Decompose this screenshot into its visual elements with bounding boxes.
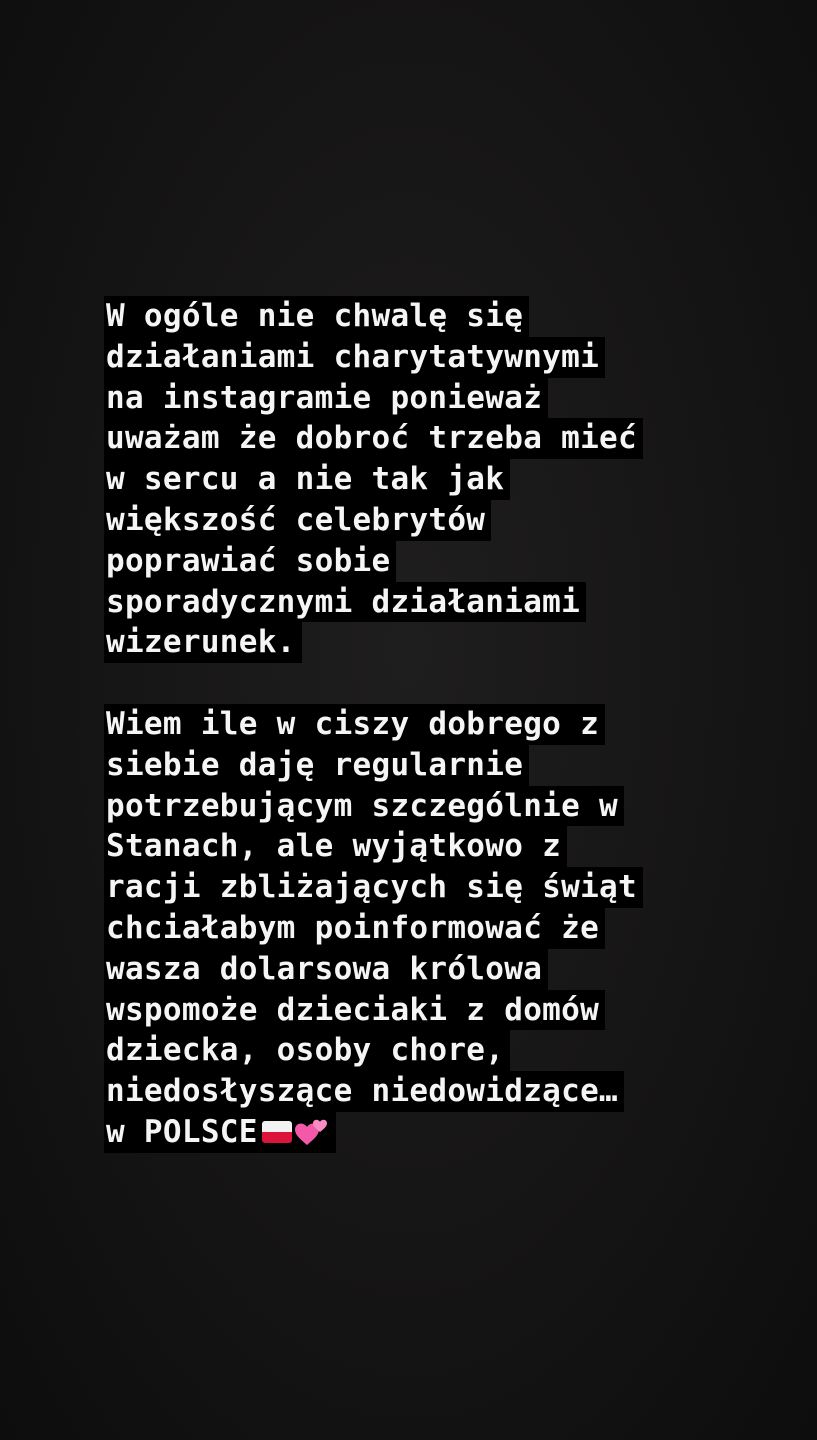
text-line-highlight: wizerunek. <box>104 622 302 663</box>
text-line-highlight: większość celebrytów <box>104 500 491 541</box>
text-line-highlight: Stanach, ale wyjątkowo z <box>104 826 567 867</box>
text-line-highlight: racji zbliżających się świąt <box>104 867 643 908</box>
story-text-block <box>104 296 744 1153</box>
text-line-last <box>104 1112 744 1153</box>
text-line <box>104 500 744 541</box>
text-line <box>104 704 744 745</box>
text-line-highlight: wasza dolarsowa królowa <box>104 949 548 990</box>
text-line-highlight: poprawiać sobie <box>104 541 396 582</box>
text-line <box>104 745 744 786</box>
text-line <box>104 949 744 990</box>
text-line-highlight: w sercu a nie tak jak <box>104 459 510 500</box>
text-line <box>104 459 744 500</box>
text-line-highlight: potrzebującym szczególnie w <box>104 786 624 827</box>
text-line <box>104 582 744 623</box>
text-line <box>104 418 744 459</box>
text-line-highlight: sporadycznymi działaniami <box>104 582 586 623</box>
text-line <box>104 378 744 419</box>
text-line <box>104 296 744 337</box>
text-line-highlight: siebie daję regularnie <box>104 745 529 786</box>
text-line-highlight: uważam że dobroć trzeba mieć <box>104 418 643 459</box>
text-line-highlight: na instagramie ponieważ <box>104 378 548 419</box>
text-line <box>104 867 744 908</box>
text-line <box>104 1030 744 1071</box>
text-line-highlight: niedosłyszące niedowidzące… <box>104 1071 624 1112</box>
two-hearts-icon <box>294 1116 330 1148</box>
text-line-highlight: chciałabym poinformować że <box>104 908 605 949</box>
text-line <box>104 541 744 582</box>
text-line-highlight: działaniami charytatywnymi <box>104 337 605 378</box>
text-line-highlight: Wiem ile w ciszy dobrego z <box>104 704 605 745</box>
text-line <box>104 908 744 949</box>
text-line <box>104 337 744 378</box>
text-line <box>104 990 744 1031</box>
text-line <box>104 826 744 867</box>
poland-flag-icon <box>262 1121 292 1143</box>
text-line <box>104 1071 744 1112</box>
text-line-highlight: W ogóle nie chwalę się <box>104 296 529 337</box>
text-line-highlight <box>104 1112 336 1153</box>
text-line-highlight: wspomoże dzieciaki z domów <box>104 990 605 1031</box>
text-line <box>104 786 744 827</box>
text-line-highlight: dziecka, osoby chore, <box>104 1030 510 1071</box>
text-line-label: w POLSCE <box>106 1113 258 1150</box>
text-line <box>104 622 744 663</box>
paragraph-spacer <box>104 663 744 704</box>
